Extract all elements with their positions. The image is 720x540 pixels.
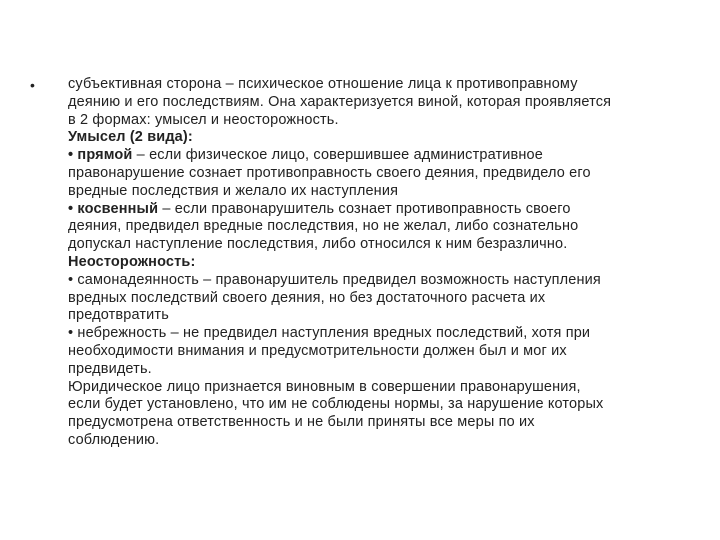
text-line: деянию и его последствиям. Она характеризуется виной, которая проявляется [68,93,612,110]
text-line: предвидеть. [68,360,152,377]
indirect-definition: – если правонарушитель сознает противоправность своего [158,200,571,217]
text-line: предотвратить [68,307,169,324]
text-line: необходимости внимания и предусмотрительности должен был и мог их [68,342,567,359]
text-line: в 2 формах: умысел и неосторожность. [68,111,339,128]
term-direct: прямой [77,147,133,164]
text-line: соблюдению. [68,431,160,448]
heading-intent: Умысел (2 вида): [68,129,193,146]
indirect-intent-line [68,201,700,219]
text-line: деяния, предвидел вредные последствия, но не желал, либо сознательно [68,218,579,235]
bullet-indirect: • [68,200,78,217]
text-line: • небрежность – не предвидел наступления вредных последствий, хотя при [68,325,591,342]
text-line: если будет установлено, что им не соблюдены нормы, за нарушение которых [68,396,604,413]
heading-negligence: Неосторожность: [68,253,196,270]
bullet-marker: • [30,77,35,93]
text-line: правонарушение сознает противоправность своего деяния, предвидело его [68,164,591,181]
direct-intent-line [68,147,700,165]
text-line: допускал наступление последствия, либо относился к ним безразлично. [68,236,568,253]
direct-definition: – если физическое лицо, совершившее административное [132,147,543,164]
slide-content [68,76,700,450]
text-line: вредные последствия и желало их наступления [68,182,399,199]
bullet-direct: • [68,147,78,164]
text-line: предусмотрена ответственность и не были приняты все меры по их [68,414,535,431]
text-line: Юридическое лицо признается виновным в совершении правонарушения, [68,378,581,395]
text-line: • самонадеянность – правонарушитель предвидел возможность наступления [68,271,601,288]
term-indirect: косвенный [77,200,159,217]
text-line: субъективная сторона – психическое отношение лица к противоправному [68,76,578,92]
text-line: вредных последствий своего деяния, но без достаточного расчета их [68,289,546,306]
